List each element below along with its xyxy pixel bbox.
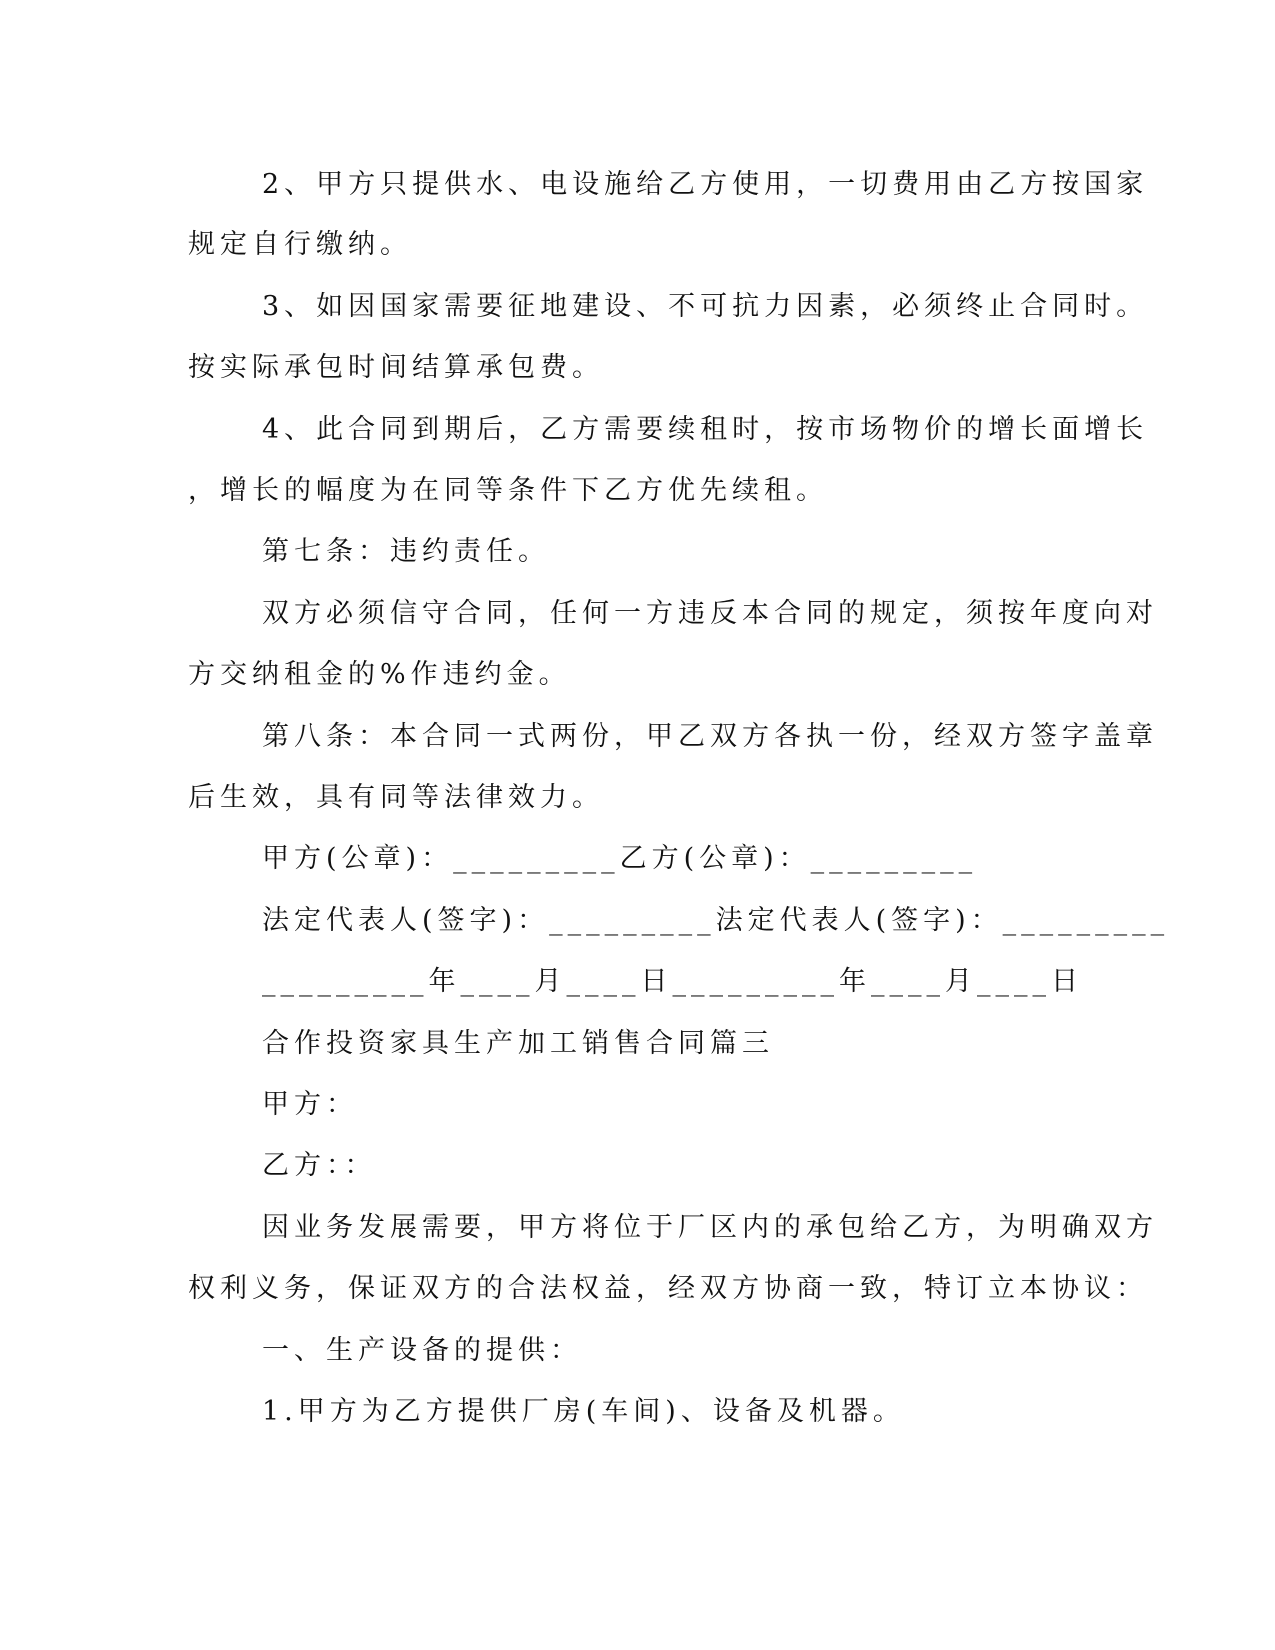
paragraph-line: 2、甲方只提供水、电设施给乙方使用，一切费用由乙方按国家	[262, 169, 1149, 200]
paragraph-line: 1.甲方为乙方提供厂房(车间)、设备及机器。	[262, 1396, 905, 1427]
section-heading: 一、生产设备的提供：	[262, 1335, 582, 1366]
party-b-label: 乙方：：	[262, 1150, 377, 1181]
signature-seal-line: 甲方(公章)：_________乙方(公章)：_________	[262, 843, 978, 874]
paragraph-line: 规定自行缴纳。	[188, 229, 412, 260]
paragraph-line: 第八条：本合同一式两份，甲乙双方各执一份，经双方签字盖章	[262, 721, 1158, 752]
paragraph-line: 后生效，具有同等法律效力。	[188, 782, 604, 813]
contract-title: 合作投资家具生产加工销售合同篇三	[262, 1028, 774, 1059]
paragraph-line: 权利义务，保证双方的合法权益，经双方协商一致，特订立本协议：	[188, 1273, 1148, 1304]
party-a-label: 甲方：	[262, 1089, 358, 1120]
signature-date-line: _________年____月____日_________年____月____日	[262, 966, 1083, 997]
signature-representative-line: 法定代表人(签字)：_________法定代表人(签字)：_________	[262, 905, 1170, 936]
paragraph-line: 方交纳租金的%作违约金。	[188, 659, 571, 690]
paragraph-line: 4、此合同到期后，乙方需要续租时，按市场物价的增长面增长	[262, 414, 1149, 445]
paragraph-line: 按实际承包时间结算承包费。	[188, 352, 604, 383]
paragraph-line: 3、如因国家需要征地建设、不可抗力因素，必须终止合同时。	[262, 291, 1149, 322]
paragraph-line: 因业务发展需要，甲方将位于厂区内的承包给乙方，为明确双方	[262, 1212, 1158, 1243]
paragraph-line: ，增长的幅度为在同等条件下乙方优先续租。	[188, 475, 828, 506]
section-heading: 第七条：违约责任。	[262, 536, 550, 567]
paragraph-line: 双方必须信守合同，任何一方违反本合同的规定，须按年度向对	[262, 598, 1158, 629]
